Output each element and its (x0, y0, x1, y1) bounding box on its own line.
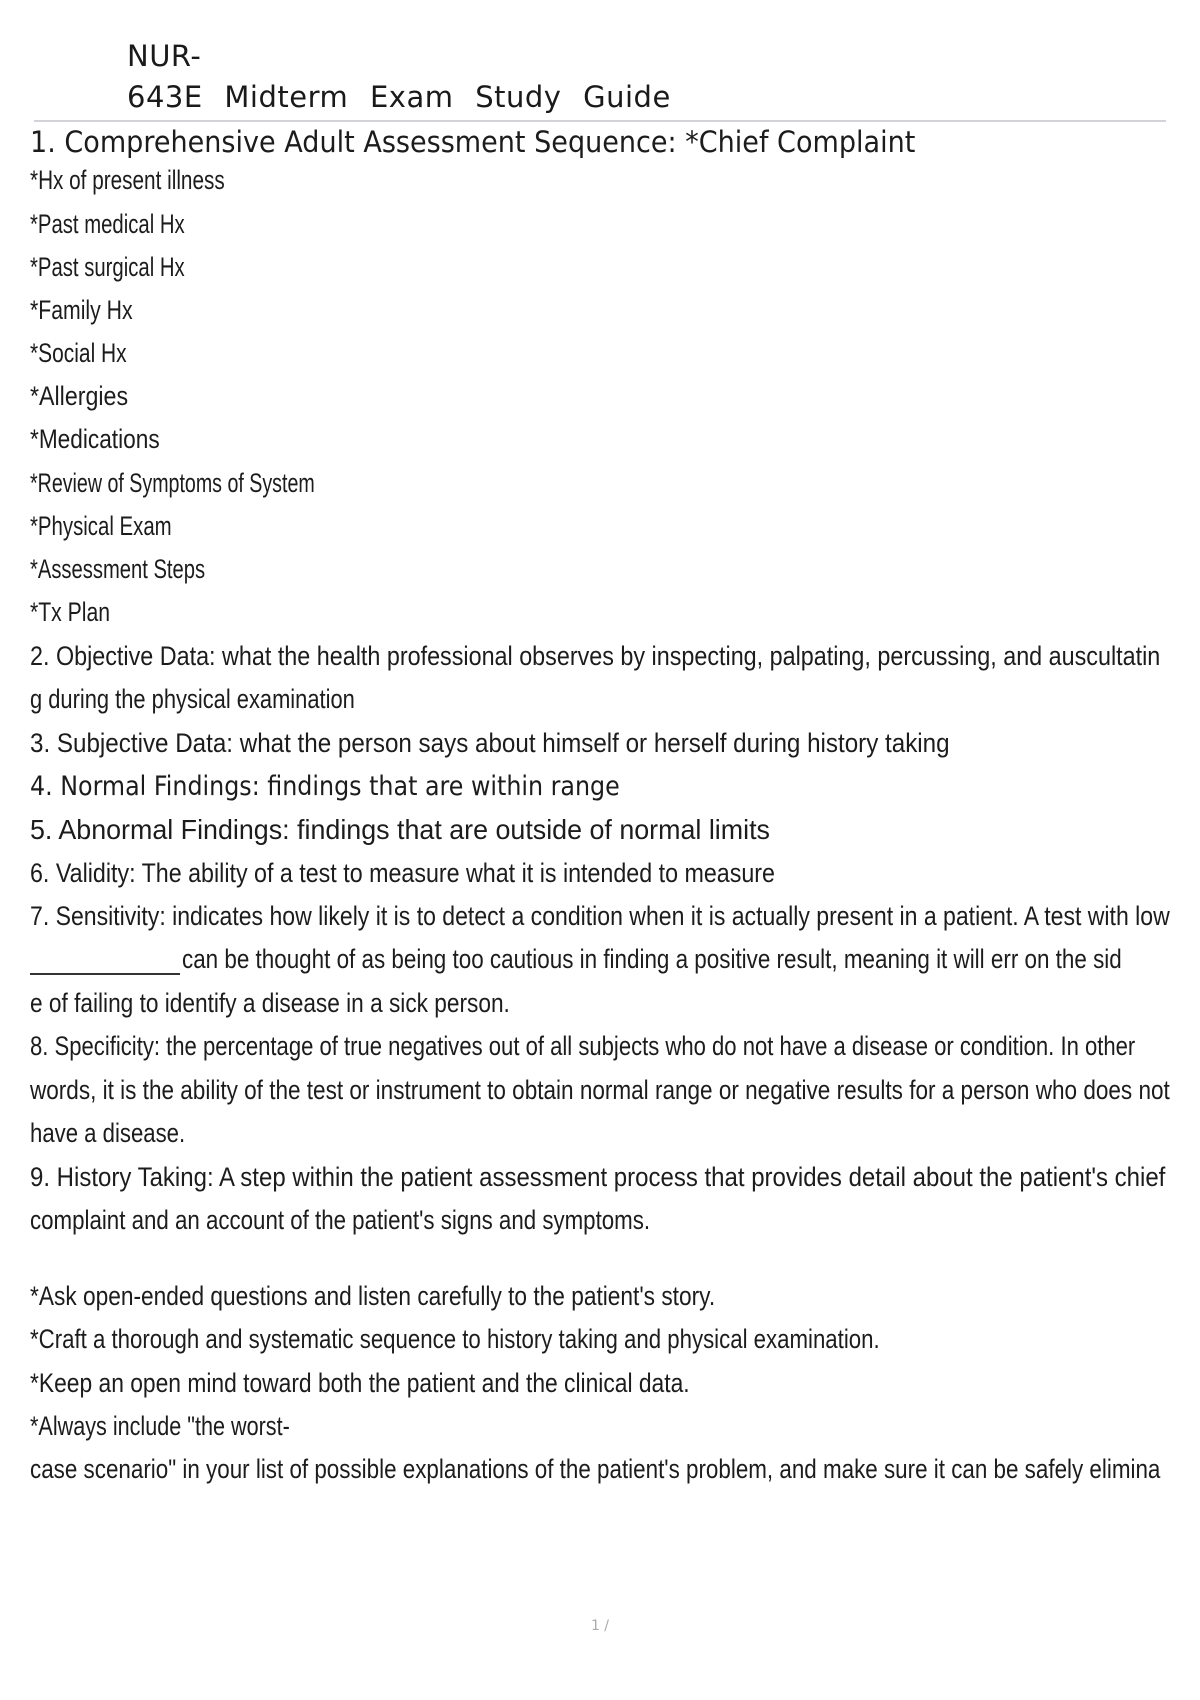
definition-continuation: words, it is the ability of the test or instrument to obtain normal range or negative results for a person who does not (30, 1075, 1170, 1105)
list-item: *Social Hx (30, 338, 127, 368)
definition-item-2: 2. Objective Data: what the health professional observes by inspecting, palpating, percussing, and auscultatin (30, 641, 1161, 671)
definition-continuation: can be thought of as being too cautious in finding a positive result, meaning it will err on the sid (182, 944, 1122, 974)
definition-continuation: g during the physical examination (30, 684, 355, 714)
list-item: *Medications (30, 424, 160, 454)
heading-item-1: 1. Comprehensive Adult Assessment Sequence: *Chief Complaint (30, 125, 916, 159)
bullet-continuation: case scenario" in your list of possible explanations of the patient's problem, and make sure it can be safely elimina (30, 1454, 1161, 1484)
bullet-item: *Ask open-ended questions and listen carefully to the patient's story. (30, 1281, 716, 1311)
definition-continuation: e of failing to identify a disease in a sick person. (30, 988, 510, 1018)
list-item: *Review of Symptoms of System (30, 468, 315, 498)
list-item: *Past medical Hx (30, 209, 185, 239)
list-item: *Past surgical Hx (30, 252, 185, 282)
definition-continuation: have a disease. (30, 1118, 186, 1148)
title-line-1: NUR- (127, 39, 202, 73)
bullet-item: *Always include "the worst- (30, 1411, 290, 1441)
definition-continuation-with-blank (30, 944, 1200, 975)
title-divider (34, 120, 1166, 122)
list-item: *Family Hx (30, 295, 133, 325)
document-title (127, 36, 671, 118)
definition-item-8: 8. Specificity: the percentage of true negatives out of all subjects who do not have a disease or condition. In other (30, 1031, 1136, 1061)
definition-continuation: complaint and an account of the patient's signs and symptoms. (30, 1205, 651, 1235)
list-item: *Tx Plan (30, 597, 111, 627)
page-number: 1 / (590, 1618, 610, 1634)
definition-item-7: 7. Sensitivity: indicates how likely it is to detect a condition when it is actually present in a patient. A test with low (30, 901, 1170, 931)
definition-item-9: 9. History Taking: A step within the patient assessment process that provides detail about the patient's chief (30, 1162, 1166, 1192)
title-line-2: 643E Midterm Exam Study Guide (127, 80, 671, 114)
bullet-item: *Craft a thorough and systematic sequence to history taking and physical examination. (30, 1324, 880, 1354)
definition-item-4: 4. Normal Findings: findings that are within range (30, 771, 620, 802)
definition-item-6: 6. Validity: The ability of a test to measure what it is intended to measure (30, 858, 775, 888)
list-item: *Allergies (30, 381, 129, 411)
list-item: *Physical Exam (30, 511, 172, 541)
definition-item-5: 5. Abnormal Findings: findings that are outside of normal limits (30, 814, 770, 845)
fill-in-blank (30, 951, 180, 975)
definition-item-3: 3. Subjective Data: what the person says about himself or herself during history taking (30, 728, 950, 758)
bullet-item: *Keep an open mind toward both the patient and the clinical data. (30, 1368, 690, 1398)
list-item: *Assessment Steps (30, 554, 206, 584)
list-item: *Hx of present illness (30, 165, 225, 195)
